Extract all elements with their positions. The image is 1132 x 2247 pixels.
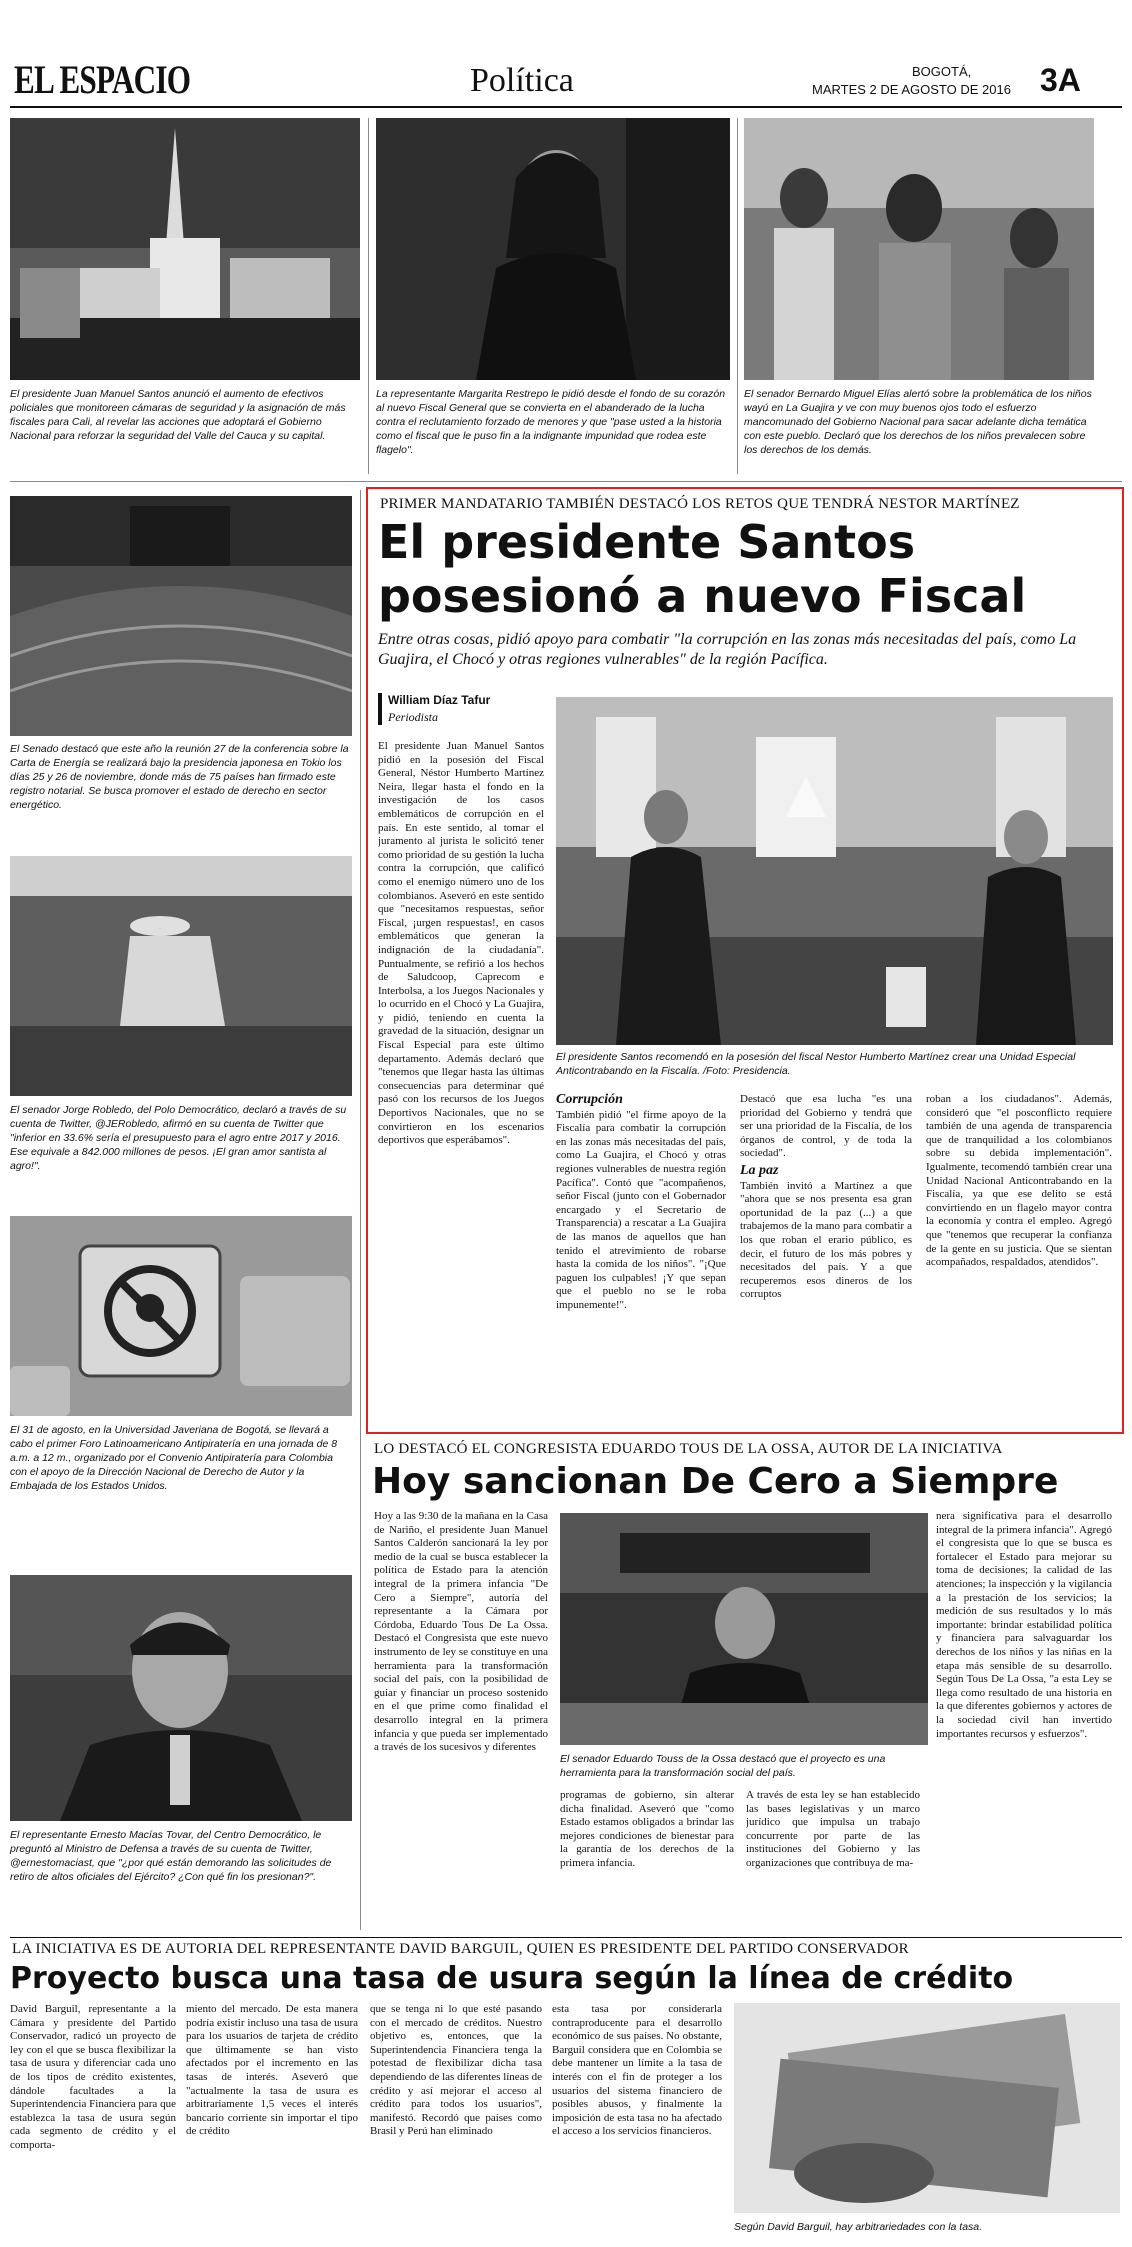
second-story-column-1 bbox=[374, 1510, 548, 1934]
author-role: Periodista bbox=[388, 710, 438, 724]
margarita-restrepo-photo bbox=[376, 118, 730, 380]
top-caption-2: La representante Margarita Restrepo le pidió desde el fondo de su corazón al nuevo Fiscal General que se convierta en el abanderado de la lucha contra el reclutamiento forzado de menores y que "pase usted a la historia como el fiscal que le puso fin a la indignante impunidad que rodea este flagelo". bbox=[376, 388, 726, 456]
top-row-bottom-rule bbox=[10, 481, 1122, 482]
subhead-la-paz: La paz bbox=[740, 1162, 779, 1178]
main-story-deck: Entre otras cosas, pidió apoyo para combatir "la corrupción en las zonas más necesitadas del país, como La Guajira, el Chocó y otras regiones vulnerables" de la región Pacífica. bbox=[378, 631, 1077, 668]
main-story-headline-line1: El presidente Santos bbox=[378, 515, 916, 569]
ernesto-macias-photo bbox=[10, 1575, 352, 1821]
banknotes-photo bbox=[734, 2003, 1120, 2213]
masthead-rule bbox=[10, 106, 1122, 108]
second-story-col3-text: A través de esta ley se han establecido las bases legislativas y un marco jurídico que impulsa un trabajo concurrente por parte de las instituciones del Gobierno y las organizaciones que contribuya de ma- bbox=[746, 1789, 920, 1869]
cali-church-photo bbox=[10, 118, 360, 380]
sidebar-caption-3: El 31 de agosto, en la Universidad Javeriana de Bogotá, se llevará a cabo el primer Foro Latinoamericano Antipiratería en una jornada de 8 a.m. a 12 m., organizado por el Convenio Antipiratería para Colombia con el apoyo de la Dirección Nacional de Derecho de Autor y la Embajada de los Estados Unidos. bbox=[10, 1424, 338, 1492]
section-title: Política bbox=[470, 62, 574, 99]
second-story-col2-text: programas de gobierno, sin alterar dicha finalidad. Aseveró que "como Estado estamos obligados a brindar las mejores condiciones de bienestar para la garantía de los derechos de la primera infancia. bbox=[560, 1789, 734, 1869]
sidebar-caption-4: El representante Ernesto Macías Tovar, del Centro Democrático, le preguntó al Ministro de Defensa a través de su cuenta de Twitter, @ernestomaciast, que "¿por qué están demorando las solicitudes de retiro de altos oficiales del Ejército? ¿Con qué fin los presionan?". bbox=[10, 1829, 332, 1883]
main-story-column-4 bbox=[926, 1093, 1112, 1424]
main-story-photo-caption: El presidente Santos recomendó en la posesión del fiscal Nestor Humberto Martínez crear una Unidad Especial Anticontrabando en la Fiscalía. /Foto: Presidencia. bbox=[556, 1051, 1076, 1077]
second-story-col4-text: nera significativa para el desarrollo integral de la primera infancia". Agregó el congresista que lo que se busca es fortalecer el Estado para mejorar su toma de decisiones; la calidad de las atenciones; la inspección y la vigilancia a la prestación de los servicios; la medición de sus resultados y lo más importante: brindar estabilidad política y financiera para salvaguardar los derechos de los niños y las niñas en la etapa más sensible de su desarrollo. Según Tous De La Ossa, "a esta Ley se llega como resultado de una historia en la que diferentes gobiernos y actores de la sociedad civil han invertido importantes recursos y esfuerzos". bbox=[936, 1510, 1112, 1740]
second-story-headline: Hoy sancionan De Cero a Siempre bbox=[372, 1461, 1059, 1502]
main-story-col3a-text: Destacó que esa lucha "es una prioridad del Gobierno y tendrá que ser una prioridad de la Fiscalía, de los órganos de control, y de toda la sociedad". bbox=[740, 1093, 912, 1160]
masthead bbox=[0, 0, 1132, 108]
senate-chamber-photo bbox=[10, 496, 352, 736]
subhead-corrupcion: Corrupción bbox=[556, 1092, 623, 1107]
page-number: 3A bbox=[1040, 62, 1081, 98]
third-story-col3-text: que se tenga ni lo que esté pasando con el mercado de créditos. Nuestro objetivo es, entonces, que la Superintendencia Financiera tenga la potestad de flexibilizar dicha tasa dependiendo de las diferentes líneas de crédito y así mejorar el acceso al crédito para todos los usuarios", manifestó. Recordó que países como Brasil y Perú han eliminado bbox=[370, 2003, 542, 2138]
third-story-headline: Proyecto busca una tasa de usura según la línea de crédito bbox=[10, 1961, 1014, 1996]
top-divider-2 bbox=[737, 118, 738, 474]
masthead-date: MARTES 2 DE AGOSTO DE 2016 bbox=[812, 82, 1011, 97]
main-story-headline-line2: posesionó a nuevo Fiscal bbox=[378, 569, 1027, 623]
top-divider-1 bbox=[368, 118, 369, 474]
top-caption-1: El presidente Juan Manuel Santos anunció el aumento de efectivos policiales que monitoreen cámaras de seguridad y la asignación de más fiscales para Cali, al revelar las acciones que adoptará el Gobierno Nacional para reforzar la seguridad del Valle del Cauca y su capital. bbox=[10, 388, 346, 442]
second-story-col1-text: Hoy a las 9:30 de la mañana en la Casa de Nariño, el presidente Juan Manuel Santos Calderón sancionará la ley por medio de la cual se busca establecer la política de Estado para la atención integral de la primera infancia "De Cero a Siempre", autoría del representante a la Cámara por Córdoba, Eduardo Tous De La Ossa. Destacó el Congresista que este nuevo instrumento de ley se constituye en una herramienta para la transformación social del país, con la posibilidad de guiar y financiar un proceso sostenido en el que prime como finalidad el desarrollo integral en la primera infancia y que pueda ser implementado a través de los sucesivos y diferentes bbox=[374, 1510, 548, 1754]
farmer-field-photo bbox=[10, 856, 352, 1096]
second-story-column-2 bbox=[560, 1789, 734, 1934]
third-story-column-4 bbox=[552, 2003, 722, 2239]
main-story-col4-text: roban a los ciudadanos". Además, consideró que "el posconflicto requiere también de una agenda de transparencia que de tranquilidad a los colombianos sobre su debida implementación". Igualmente, tecomendó también crear una Unidad Nacional Anticontrabando en la Fiscalía, ya que ese delito se está convirtiendo en un flagelo mayor contra la economía y contra el empleo. Agregó que "tenemos que recuperar la confianza de la gente en su justicia. Que se sientan acompañados, respaldados, atendidos". bbox=[926, 1093, 1112, 1269]
third-story-column-3 bbox=[370, 2003, 542, 2239]
antipiracy-key-photo bbox=[10, 1216, 352, 1416]
main-story-column-1 bbox=[378, 740, 544, 1422]
main-story-col3b-text: También invitó a Martínez a que "ahora que se nos presenta esa gran oportunidad de la paz (...) a que trabajemos de la mano para combatir a los que roban el erario público, es decir, el futuro de los más pobres y necesitados del país. Y a que recuperemos esos dineros de los corruptos bbox=[740, 1179, 912, 1301]
second-story-kicker: LO DESTACÓ EL CONGRESISTA EDUARDO TOUS DE LA OSSA, AUTOR DE LA INICIATIVA bbox=[374, 1441, 1003, 1457]
third-story-photo-caption: Según David Barguil, hay arbitrariedades con la tasa. bbox=[734, 2221, 983, 2233]
author-name: William Díaz Tafur bbox=[388, 693, 491, 707]
author-bar bbox=[378, 693, 382, 725]
third-story-top-rule bbox=[10, 1937, 1122, 1938]
second-story-photo-caption: El senador Eduardo Touss de la Ossa destacó que el proyecto es una herramienta para la transformación social del país. bbox=[560, 1753, 886, 1779]
third-story-kicker: LA INICIATIVA ES DE AUTORIA DEL REPRESENTANTE DAVID BARGUIL, QUIEN ES PRESIDENTE DEL PARTIDO CONSERVADOR bbox=[12, 1941, 909, 1957]
main-story-kicker: PRIMER MANDATARIO TAMBIÉN DESTACÓ LOS RETOS QUE TENDRÁ NESTOR MARTÍNEZ bbox=[380, 496, 1020, 512]
third-story-column-1 bbox=[10, 2003, 176, 2239]
main-story-column-3 bbox=[740, 1093, 912, 1424]
sidebar-caption-2: El senador Jorge Robledo, del Polo Democrático, declaró a través de su cuenta de Twitter, @JERobledo, afirmó en su cuenta de Twitter que "inferior en 33.6% sería el presupuesto para el agro entre 2017 y 2016. Ese equivale a 842.000 millones de pesos. ¡El gran amor santista al agro!". bbox=[10, 1104, 347, 1172]
third-story-col4-text: esta tasa por considerarla contraproducente para el desarrollo económico de sus países. No obstante, Barguil considera que en Colombia se debe mantener un límite a la tasa de interés con el fin de proteger a los usuarios del sistema financiero de posibles abusos, y finalmente la imposición de esta tasa no ha afectado el acceso a los servicios financieros. bbox=[552, 2003, 722, 2138]
santos-fiscal-photo bbox=[556, 697, 1113, 1045]
sidebar-caption-1: El Senado destacó que este año la reunión 27 de la conferencia sobre la Carta de Energía se realizará bajo la presidencia japonesa en Tokio los días 25 y 26 de noviembre, donde más de 75 países han firmado este registro notarial. Se busca promover el estado de derecho en sector energético. bbox=[10, 743, 349, 811]
main-story-column-2 bbox=[556, 1090, 726, 1424]
second-story-column-3 bbox=[746, 1789, 920, 1934]
second-story-column-4 bbox=[936, 1510, 1112, 1934]
eduardo-tous-photo bbox=[560, 1513, 928, 1745]
sidebar-divider bbox=[360, 490, 361, 1930]
masthead-logo: EL ESPACIO bbox=[14, 57, 191, 102]
top-caption-3: El senador Bernardo Miguel Elías alertó sobre la problemática de los niños wayú en La Guajira y ve con muy buenos ojos todo el esfuerzo mancomunado del Gobierno Nacional para sacar adelante dicha temática con este pueblo. Declaró que los derechos de los niños prevalecen sobre los derechos de los demás. bbox=[744, 388, 1092, 456]
third-story-column-2 bbox=[186, 2003, 358, 2239]
masthead-city: BOGOTÁ, bbox=[912, 64, 972, 79]
main-story-col1-text: El presidente Juan Manuel Santos pidió en la posesión del Fiscal General, Néstor Humberto Martínez Neira, llegar hasta el fondo en la investigación de los casos emblemáticos de corrupción en el país. En este sentido, al tomar el juramento al jurista le solicitó tener como prioridad de su gestión la lucha contra la corrupción, que calificó como el enemigo número uno de los colombianos. Aseveró en este sentido que "necesitamos respuestas, señor Fiscal, ¡urgen respuestas!, en casos emblemáticos que generan la indignación de la ciudadanía". Puntualmente, se refirió a los hechos de Saludcoop, Caprecom e Interbolsa, a los Juegos Nacionales y lo ocurrido en el Chocó y La Guajira, y pidió, teniendo en cuenta la gravedad de la situación, designar un Fiscal Especial para este último departamento. Además declaró que "tenemos que llegar hasta las últimas consecuencias para determinar qué pasó con los recursos de los Juegos Deportivos Nacionales, que no se convirtieron en los escenarios deportivos que esperábamos". bbox=[378, 740, 544, 1147]
third-story-col1-text: David Barguil, representante a la Cámara y presidente del Partido Conservador, radicó un proyecto de ley con el que se busca flexibilizar la tasa de usura y diferenciar cada uno de los tipos de crédito existentes, dándole facultades a la Superintendencia Financiera para que establezca la tasa de usura según cada segmento de crédito y el comporta- bbox=[10, 2003, 176, 2151]
wayuu-children-photo bbox=[744, 118, 1094, 380]
third-story-col2-text: miento del mercado. De esta manera podría existir incluso una tasa de usura para los usuarios de tarjeta de crédito que últimamente se han visto afectados por el incremento en las tasas de interés. Aseveró que "actualmente la tasa de usura es arbitrariamente 1,5 veces el interés bancario corriente sin importar el tipo de crédito bbox=[186, 2003, 358, 2138]
main-story-col2-text: También pidió "el firme apoyo de la Fiscalía para combatir la corrupción en las zonas más necesitadas del país, como La Guajira, el Chocó y otras regiones vulnerables de nuestra región Pacífica". Contó que "acompañenos, señor Fiscal (junto con el Gobernador encargado y el Secretario de Transparencia) a rescatar a La Guajira de las manos de aquellos que han tenido el atrevimiento de robarse hasta la comida de los niños". "¡Que paguen los culpables! ¡Y que sepan que el pueblo no se le roba impunemente!". bbox=[556, 1108, 726, 1311]
